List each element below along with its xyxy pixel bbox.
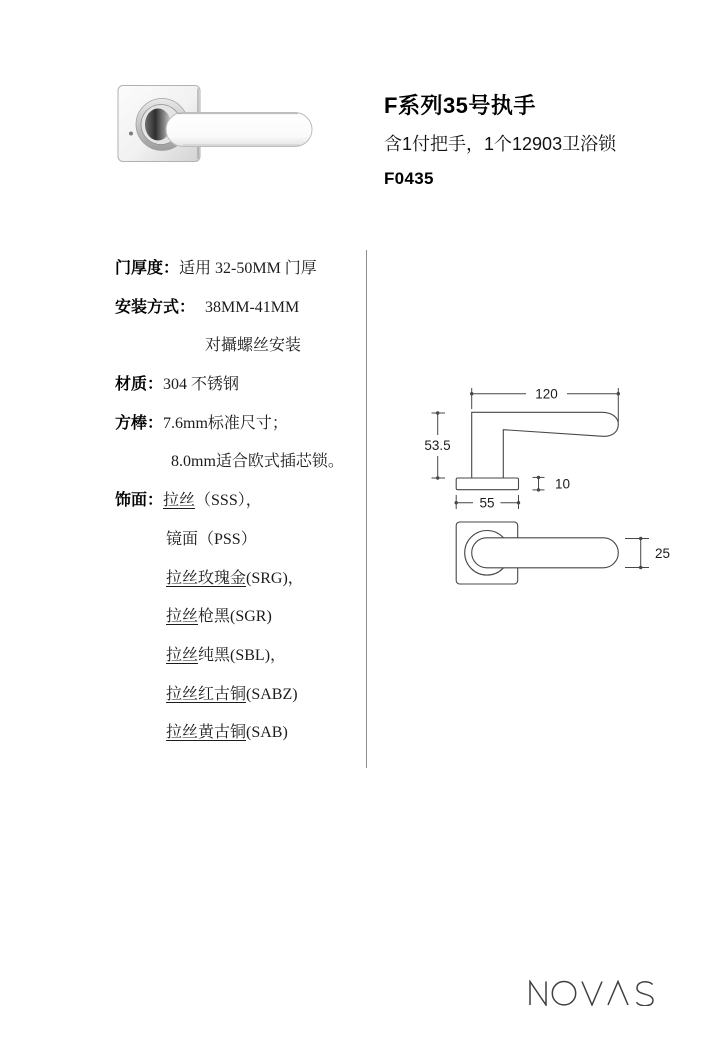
spec-row <box>115 529 365 568</box>
spec-value: （SSS）， <box>195 492 262 510</box>
dim-label-55: 55 <box>479 495 495 511</box>
brand-logo <box>528 980 672 1006</box>
page-title: F系列35号执手 <box>384 93 536 118</box>
spec-value: 38MM-41MM <box>205 298 300 316</box>
spec-row <box>115 568 365 607</box>
spec-label: 门厚度： <box>115 260 180 277</box>
spec-label: 材质： <box>115 376 164 394</box>
spec-value: 拉丝黄古铜 <box>166 724 247 742</box>
spec-value: 适用 32-50MM 门厚 <box>179 260 317 277</box>
spec-value: 7.6mm标准尺寸； <box>163 414 288 432</box>
spec-row <box>115 374 365 413</box>
spec-value: 枪黑(SGR) <box>198 608 272 626</box>
spec-value: 拉丝红古铜 <box>166 685 247 703</box>
logo-letter-v <box>582 982 602 1006</box>
dim-label-120: 120 <box>535 386 558 402</box>
spec-value: 拉丝玫瑰金 <box>166 569 247 587</box>
rose-detail-dot <box>129 132 133 136</box>
dimension-25 <box>625 537 649 569</box>
spec-row <box>115 684 365 723</box>
front-view-lever <box>472 538 619 568</box>
spec-label: 方棒： <box>115 414 164 432</box>
spec-row <box>115 490 365 529</box>
spec-value: 8.0mm适合欧式插芯锁。 <box>171 453 344 471</box>
logo-letter-a <box>608 982 628 1006</box>
side-view-lever <box>472 412 619 478</box>
spec-label: 安装方式： <box>115 298 196 316</box>
spec-list <box>115 258 365 761</box>
spec-value: 对攝螺丝安装 <box>205 337 302 355</box>
logo-letter-o <box>552 982 575 1005</box>
model-number: F0435 <box>384 169 434 188</box>
side-view-rose <box>456 478 518 490</box>
product-subtitle: 含1付把手，1个12903卫浴锁 <box>384 134 617 154</box>
spec-row <box>115 451 365 490</box>
column-divider <box>366 250 367 768</box>
spec-row <box>115 606 365 645</box>
spec-value: (SABZ) <box>246 685 298 703</box>
spec-label: 饰面： <box>115 492 164 510</box>
spec-value: 拉丝 <box>166 608 199 626</box>
dim-label-53-5: 53.5 <box>424 438 451 453</box>
spec-value: 拉丝 <box>163 492 196 510</box>
spec-value: (SAB) <box>246 724 288 742</box>
spec-value: 镜面（PSS） <box>166 530 257 548</box>
spec-value: (SRG)， <box>246 569 304 587</box>
spec-row <box>115 258 365 297</box>
spec-row <box>115 413 365 452</box>
dimension-10 <box>533 476 545 492</box>
novas-wordmark <box>528 980 672 1006</box>
product-photo <box>108 73 318 191</box>
logo-letter-s <box>637 982 653 1006</box>
product-photo-graphic <box>108 73 318 191</box>
spec-row <box>115 335 365 374</box>
dim-label-10: 10 <box>555 476 571 492</box>
technical-drawing <box>400 378 700 603</box>
spec-row <box>115 645 365 684</box>
spec-row <box>115 722 365 761</box>
logo-letter-n <box>530 982 546 1006</box>
spec-value: 304 不锈钢 <box>163 376 240 394</box>
lever-bar <box>166 113 312 147</box>
title-block <box>384 94 684 189</box>
spec-row <box>115 297 365 336</box>
technical-drawing-graphic <box>400 378 700 603</box>
spec-value: 拉丝 <box>166 646 199 664</box>
dim-label-25: 25 <box>655 546 671 561</box>
spec-value: 纯黑(SBL)， <box>198 646 287 664</box>
